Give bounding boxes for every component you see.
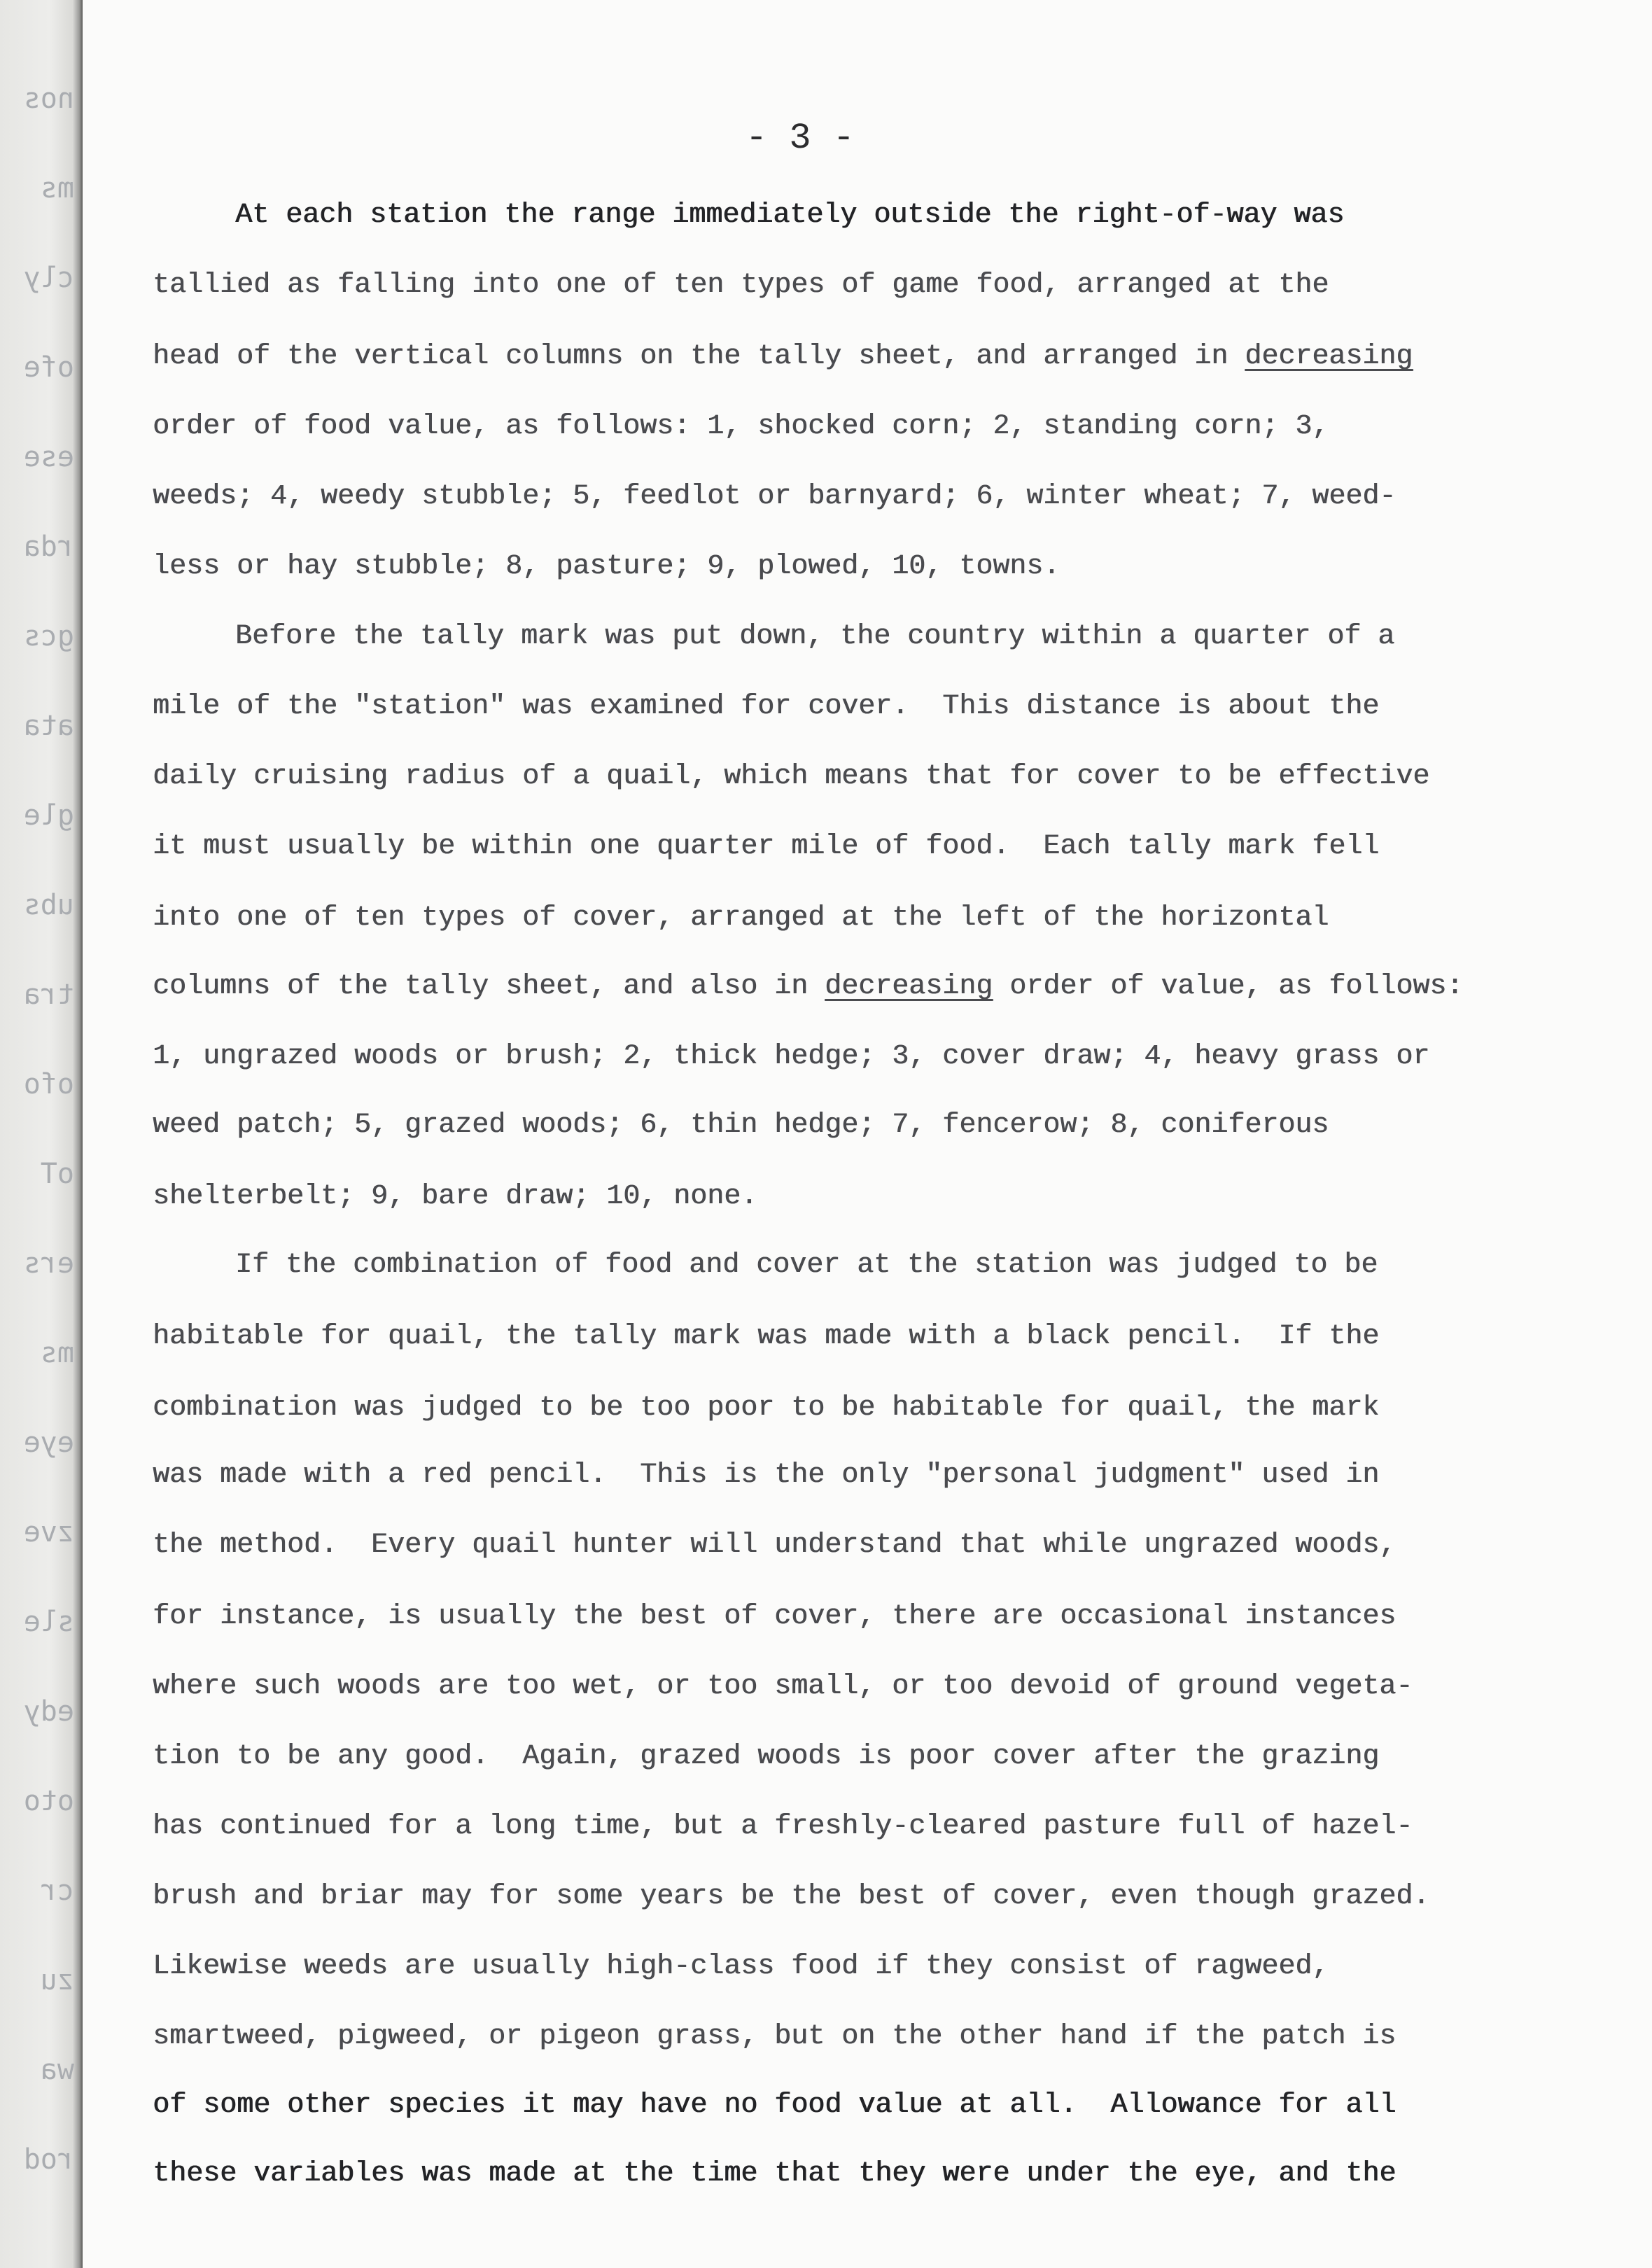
text-line	[153, 900, 1329, 937]
text-line	[153, 549, 1060, 585]
text-segment: was made with a red pencil. This is the only "personal judgment" used in	[153, 1460, 1380, 1491]
text-line	[235, 197, 1344, 234]
binding-fragment: ata	[23, 710, 74, 742]
binding-fragment: gcs	[23, 620, 74, 652]
text-segment: into one of ten types of cover, arranged at the left of the horizontal	[153, 902, 1329, 934]
text-segment: the method. Every quail hunter will understand that while ungrazed woods,	[153, 1530, 1396, 1561]
text-line	[153, 1669, 1413, 1705]
text-segment: columns of the tally sheet, and also in	[153, 971, 825, 1002]
binding-fragment: ofe	[23, 351, 74, 384]
text-segment: head of the vertical columns on the tally sheet, and arranged in	[153, 341, 1245, 372]
binding-fragment: wa	[40, 2054, 74, 2086]
text-line	[235, 1247, 1378, 1284]
binding-fragment: ms	[40, 1337, 74, 1369]
text-segment: tion to be any good. Again, grazed woods is poor cover after the grazing	[153, 1741, 1380, 1772]
text-segment: habitable for quail, the tally mark was made with a black pencil. If the	[153, 1321, 1380, 1352]
text-segment: order of value, as follows:	[993, 971, 1464, 1002]
text-segment: order of food value, as follows: 1, shocked corn; 2, standing corn; 3,	[153, 411, 1329, 442]
binding-fragment: edy	[23, 1695, 74, 1728]
text-line	[153, 1039, 1429, 1075]
text-line	[153, 1599, 1396, 1635]
binding-fragment: gle	[23, 799, 74, 832]
text-segment: combination was judged to be too poor to be habitable for quail, the mark	[153, 1392, 1380, 1424]
text-segment: less or hay stubble; 8, pasture; 9, plowed, 10, towns.	[153, 551, 1060, 582]
text-line	[153, 479, 1396, 515]
text-line	[153, 409, 1329, 445]
binding-fragment: eye	[23, 1427, 74, 1459]
binding-fragment: nos	[23, 83, 74, 115]
underlined-word: decreasing	[1245, 341, 1413, 372]
text-segment: brush and briar may for some years be the best of cover, even though grazed.	[153, 1881, 1430, 1912]
binding-edge	[0, 0, 83, 2268]
text-segment: At each station the range immediately outside the right-of-way was	[235, 200, 1345, 231]
page-number: - 3 -	[745, 118, 855, 159]
text-line	[153, 969, 1463, 1005]
binding-fragment: ms	[40, 172, 74, 204]
text-line	[153, 339, 1413, 375]
text-segment: smartweed, pigweed, or pigeon grass, but on the other hand if the patch is	[153, 2021, 1396, 2052]
binding-fragment: zve	[23, 1516, 74, 1548]
binding-fragment: ese	[23, 441, 74, 473]
text-segment: these variables was made at the time that they were under the eye, and the	[153, 2158, 1396, 2190]
text-line	[153, 1390, 1379, 1427]
text-line	[153, 1457, 1379, 1494]
binding-fragment: sle	[23, 1606, 74, 1638]
text-line	[153, 1527, 1396, 1564]
text-segment: If the combination of food and cover at the station was judged to be	[235, 1250, 1378, 1281]
text-segment: weed patch; 5, grazed woods; 6, thin hedge; 7, fencerow; 8, coniferous	[153, 1110, 1329, 1141]
text-line	[153, 2019, 1396, 2055]
text-line	[153, 1179, 757, 1215]
text-segment: of some other species it may have no food value at all. Allowance for all	[153, 2090, 1396, 2121]
text-line	[153, 829, 1379, 865]
text-line	[153, 689, 1379, 725]
text-segment: mile of the "station" was examined for cover. This distance is about the	[153, 691, 1380, 722]
text-line	[153, 1107, 1329, 1144]
document-page	[83, 0, 1652, 2268]
text-segment: for instance, is usually the best of cover, there are occasional instances	[153, 1601, 1396, 1632]
text-segment: has continued for a long time, but a freshly-cleared pasture full of hazel-	[153, 1811, 1413, 1842]
text-line	[153, 2156, 1396, 2192]
binding-fragment: cly	[23, 262, 74, 294]
binding-fragment: ers	[23, 1247, 74, 1280]
text-line	[153, 267, 1329, 304]
text-segment: weeds; 4, weedy stubble; 5, feedlot or barnyard; 6, winter wheat; 7, weed-	[153, 481, 1396, 512]
text-line	[153, 2087, 1396, 2124]
binding-fragment: oT	[40, 1158, 74, 1190]
text-line	[153, 759, 1429, 795]
binding-fragment: tra	[23, 979, 74, 1011]
underlined-word: decreasing	[825, 971, 993, 1002]
text-line	[153, 1739, 1379, 1775]
binding-fragment: cr	[40, 1875, 74, 1907]
text-segment: daily cruising radius of a quail, which means that for cover to be effective	[153, 761, 1430, 792]
binding-fragment: rod	[23, 2143, 74, 2176]
text-segment: tallied as falling into one of ten types of game food, arranged at the	[153, 270, 1329, 301]
text-line	[235, 619, 1394, 655]
text-line	[153, 1319, 1379, 1355]
binding-fragment: rda	[23, 531, 74, 563]
binding-fragment: zu	[40, 1964, 74, 1996]
text-segment: shelterbelt; 9, bare draw; 10, none.	[153, 1181, 758, 1212]
binding-fragment: oto	[23, 1785, 74, 1817]
text-segment: Before the tally mark was put down, the country within a quarter of a	[235, 621, 1395, 652]
text-line	[153, 1949, 1329, 1985]
text-segment: it must usually be within one quarter mile of food. Each tally mark fell	[153, 831, 1380, 862]
text-segment: 1, ungrazed woods or brush; 2, thick hedge; 3, cover draw; 4, heavy grass or	[153, 1041, 1430, 1072]
binding-fragment: ofo	[23, 1068, 74, 1100]
text-line	[153, 1879, 1429, 1915]
text-line	[153, 1809, 1413, 1845]
text-segment: where such woods are too wet, or too small, or too devoid of ground vegeta-	[153, 1671, 1413, 1702]
binding-fragment: ubs	[23, 889, 74, 921]
text-segment: Likewise weeds are usually high-class food if they consist of ragweed,	[153, 1951, 1329, 1982]
